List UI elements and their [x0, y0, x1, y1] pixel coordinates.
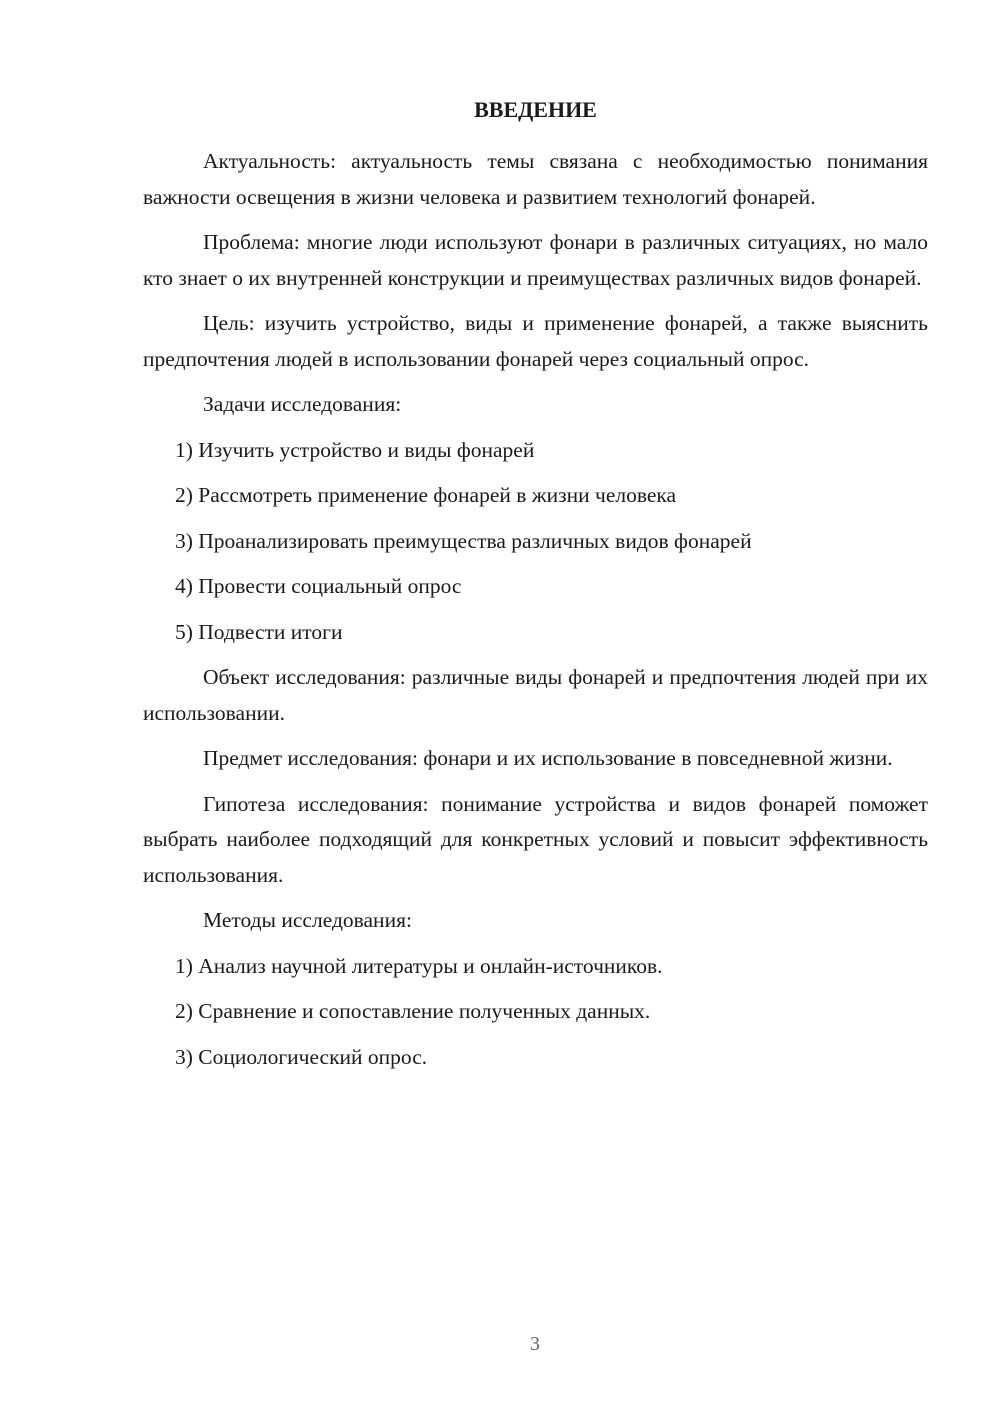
object-paragraph: Объект исследования: различные виды фонарей и предпочтения людей при их использовании.: [143, 665, 928, 725]
method-item: 2) Сравнение и сопоставление полученных данных.: [175, 999, 651, 1023]
task-item: 4) Провести социальный опрос: [175, 574, 462, 598]
goal-paragraph: Цель: изучить устройство, виды и применение фонарей, а также выяснить предпочтения людей в использовании фонарей через социальный опрос.: [143, 311, 928, 371]
method-item: 3) Социологический опрос.: [175, 1044, 428, 1069]
page-number: 3: [530, 1333, 540, 1355]
hypothesis-paragraph: Гипотеза исследования: понимание устройства и видов фонарей поможет выбрать наиболее подходящий для конкретных условий и повысит эффективность использования.: [143, 791, 928, 887]
problem-paragraph: Проблема: многие люди используют фонари в различных ситуациях, но мало кто знает о их внутренней конструкции и преимуществах различных видов фонарей.: [143, 230, 928, 290]
relevance-paragraph: Актуальность: актуальность темы связана с необходимостью понимания важности освещения в жизни человека и развитием технологий фонарей.: [143, 149, 928, 209]
method-item: 1) Анализ научной литературы и онлайн-источников.: [175, 953, 663, 978]
task-item: 1) Изучить устройство и виды фонарей: [175, 437, 535, 462]
tasks-heading: Задачи исследования:: [203, 392, 402, 416]
document-page: [143, 92, 928, 1085]
task-item: 2) Рассмотреть применение фонарей в жизни человека: [175, 483, 677, 507]
methods-heading: Методы исследования:: [203, 908, 412, 932]
subject-paragraph: Предмет исследования: фонари и их использование в повседневной жизни.: [203, 746, 893, 770]
task-item: 5) Подвести итоги: [175, 619, 343, 644]
task-item: 3) Проанализировать преимущества различных видов фонарей: [175, 528, 752, 553]
page-title: ВВЕДЕНИЕ: [474, 97, 597, 122]
